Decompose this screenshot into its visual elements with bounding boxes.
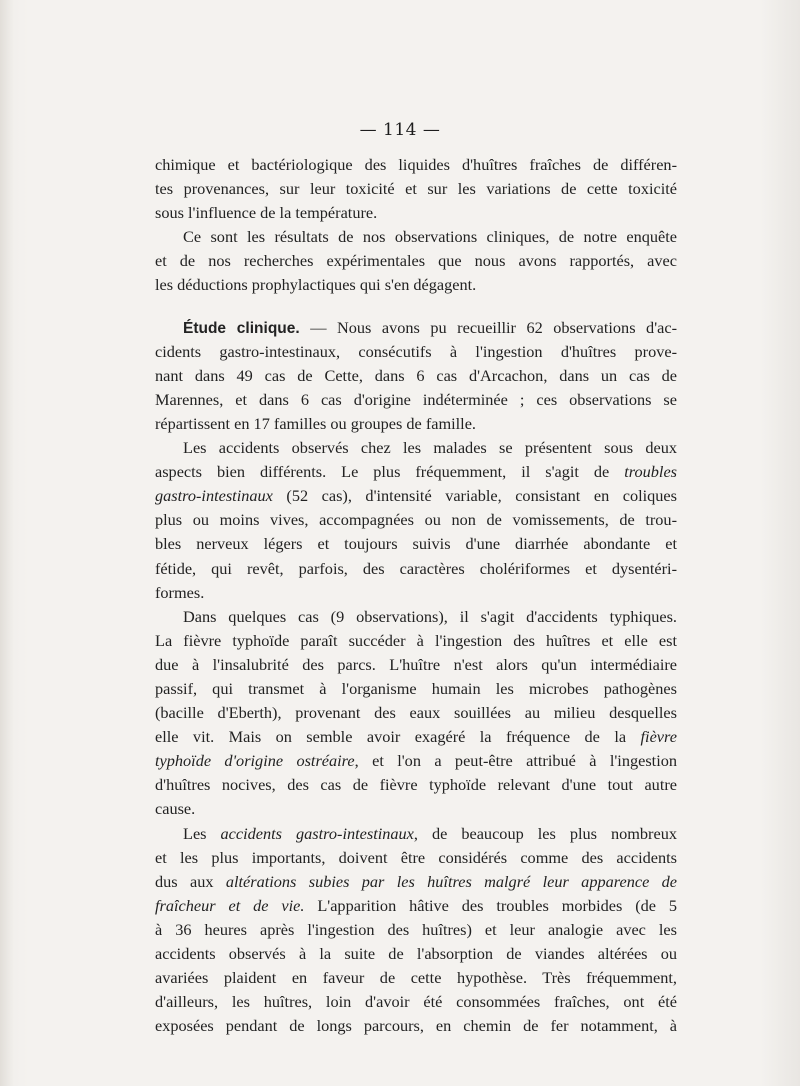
text-line: formes. — [155, 582, 205, 602]
italic-term: fièvre — [640, 727, 677, 747]
text-span: (52 cas), d'intensité variable, consistant en coliques — [272, 486, 677, 506]
body-text — [155, 153, 677, 1038]
paragraph — [155, 436, 677, 605]
text-line — [155, 484, 677, 508]
italic-term: altérations subies par les huîtres malgré leur apparence de — [225, 871, 678, 891]
text-line — [155, 749, 677, 773]
text-line — [155, 894, 677, 918]
page-number: — 114 — — [359, 120, 441, 140]
italic-term: fraîcheur et de vie. — [155, 895, 305, 915]
paragraph — [155, 316, 677, 436]
text-line: chimique et bactériologique des liquides d'huîtres fraîches de différen- — [155, 155, 677, 174]
text-line — [155, 725, 677, 749]
text-line — [155, 822, 677, 846]
section-gap — [155, 298, 677, 316]
text-line: avariées plaident en faveur de cette hypothèse. Très fréquemment, — [155, 968, 677, 988]
text-span: dus aux — [155, 871, 226, 891]
text-line: plus ou moins vives, accompagnées ou non de vomissements, de trou- — [155, 510, 677, 530]
text-line: accidents observés à la suite de l'absorption de viandes altérées ou — [155, 944, 677, 963]
text-line: nant dans 49 cas de Cette, dans 6 cas d'Arcachon, dans un cas de — [155, 365, 677, 385]
text-line: bles nerveux légers et toujours suivis d'une diarrhée abondante et — [155, 534, 677, 554]
text-line: passif, qui transmet à l'organisme humain les microbes pathogènes — [155, 678, 677, 698]
paragraph — [155, 225, 677, 297]
section-heading: Étude clinique. — [183, 319, 300, 337]
text-line: Ce sont les résultats de nos observations cliniques, de notre enquête — [183, 227, 677, 247]
italic-term: typhoïde d'origine ostréaire — [155, 751, 355, 771]
text-line: à 36 heures après l'ingestion des huîtres) et leur analogie avec les — [155, 919, 677, 939]
text-line: Les accidents observés chez les malades se présentent sous deux — [183, 438, 677, 458]
text-line — [155, 870, 677, 894]
italic-term: troubles — [624, 462, 678, 482]
text-span: , de beaucoup les plus nombreux — [413, 823, 677, 843]
text-line: exposées pendant de longs parcours, en chemin de fer notamment, à — [155, 1016, 677, 1036]
text-span: elle vit. Mais on semble avoir exagéré la fréquence de la — [155, 727, 627, 747]
text-line: Marennes, et dans 6 cas d'origine indéterminée ; ces observations se — [155, 389, 677, 409]
text-span: L'apparition hâtive des troubles morbides (de 5 — [304, 895, 678, 915]
text-span: , et l'on a peut-être attribué à l'ingestion — [354, 751, 678, 771]
text-line: les déductions prophylactiques qui s'en dégagent. — [155, 275, 477, 295]
text-line: fétide, qui revêt, parfois, des caractères cholériformes et dysentéri- — [155, 558, 677, 578]
text-line: d'huîtres nocives, des cas de fièvre typhoïde relevant d'une tout autre — [155, 775, 677, 795]
text-line: tes provenances, sur leur toxicité et sur les variations de cette toxicité — [155, 179, 677, 199]
paragraph — [155, 605, 677, 822]
text-line: cidents gastro-intestinaux, consécutifs à l'ingestion d'huîtres prove- — [155, 341, 677, 361]
text-line: d'ailleurs, les huîtres, loin d'avoir été consommées fraîches, ont été — [155, 992, 677, 1012]
text-span: — Nous avons pu recueillir 62 observations d'ac- — [299, 317, 677, 337]
text-span: Les — [183, 823, 221, 843]
text-line: due à l'insalubrité des parcs. L'huître n'est alors qu'un intermédiaire — [155, 654, 677, 674]
text-line: cause. — [155, 799, 196, 819]
text-line: (bacille d'Eberth), provenant des eaux souillées au milieu desquelles — [155, 703, 677, 723]
text-line: Dans quelques cas (9 observations), il s'agit d'accidents typhiques. — [183, 606, 677, 626]
text-span: aspects bien différents. Le plus fréquemment, il s'agit de — [155, 462, 610, 482]
text-line: et les plus importants, doivent être considérés comme des accidents — [155, 847, 677, 867]
paragraph — [155, 153, 677, 225]
text-line: sous l'influence de la température. — [155, 203, 378, 223]
italic-term: accidents gastro-intestinaux — [220, 823, 414, 843]
paragraph — [155, 822, 677, 1039]
text-line: répartissent en 17 familles ou groupes de famille. — [155, 413, 477, 433]
text-line — [155, 460, 677, 484]
text-line — [155, 316, 677, 340]
italic-term: gastro-intestinaux — [155, 486, 273, 506]
text-line: et de nos recherches expérimentales que nous avons rapportés, avec — [155, 251, 677, 271]
text-line: La fièvre typhoïde paraît succéder à l'ingestion des huîtres et elle est — [155, 630, 677, 650]
